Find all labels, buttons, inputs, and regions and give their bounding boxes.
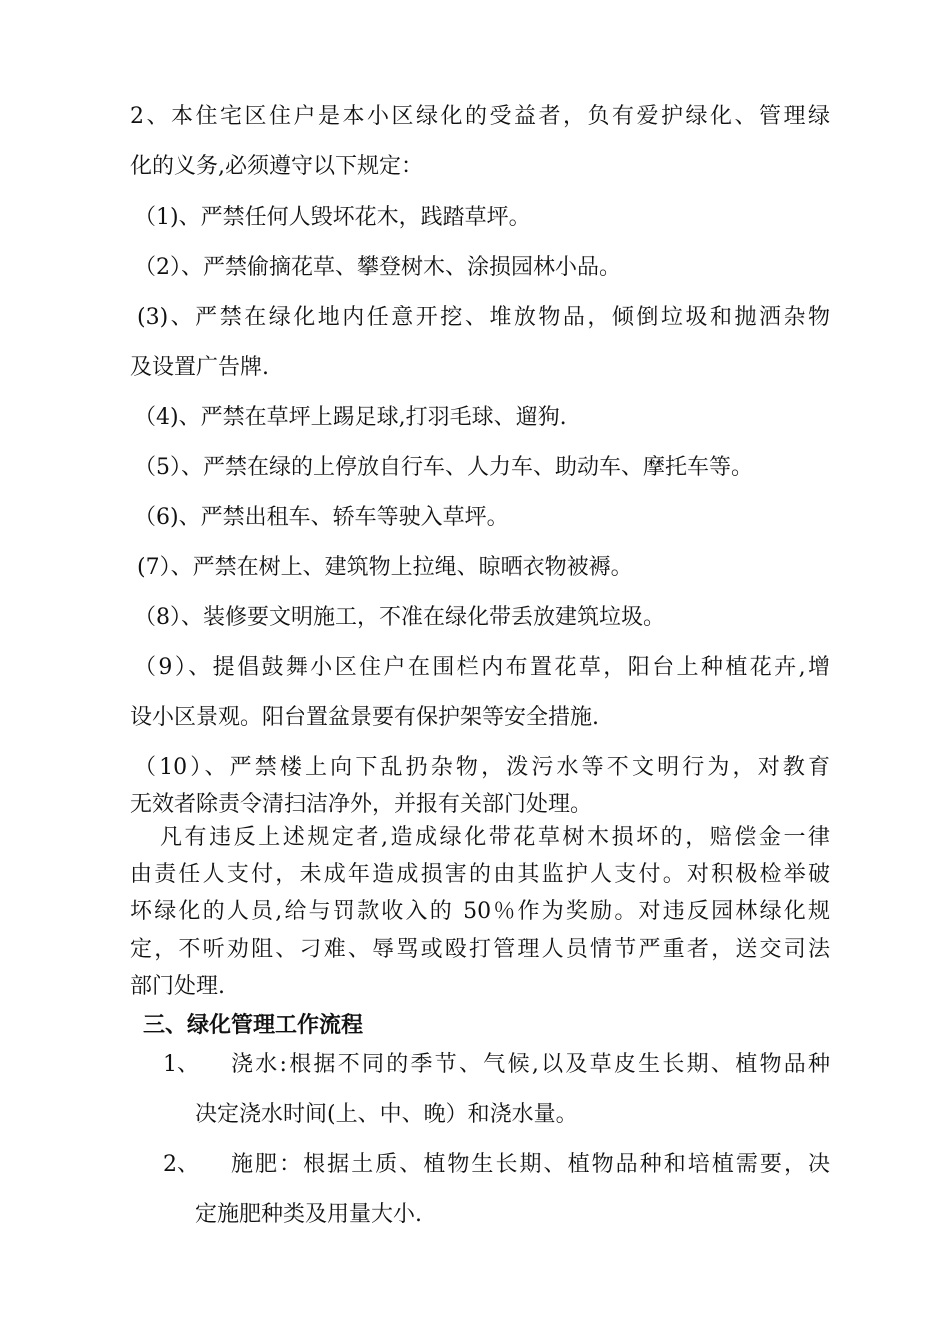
rule-item-1: （1)、严禁任何人毁坏花木，践踏草坪。	[134, 205, 531, 230]
rule2-line2: 化的义务,必须遵守以下规定：	[130, 154, 423, 179]
rule-item-3-line2: 及设置广告牌.	[130, 355, 269, 380]
rule-item-6: （6)、严禁出租车、轿车等驶入草坪。	[134, 505, 509, 530]
rule-item-5: （5）、严禁在绿的上停放自行车、人力车、助动车、摩托车等。	[134, 455, 753, 480]
step2-line2: 定施肥种类及用量大小.	[195, 1202, 422, 1227]
rule-item-3-line1: (3)、严禁在绿化地内任意开挖、堆放物品，倾倒垃圾和抛洒杂物	[137, 305, 830, 330]
section3-heading: 三、绿化管理工作流程	[143, 1012, 364, 1038]
rule-item-10-line2: 无效者除责令清扫洁净外，并报有关部门处理。	[130, 792, 593, 817]
rule-item-9-line2: 设小区景观。阳台置盆景要有保护架等安全措施.	[130, 705, 599, 730]
rule-item-4: （4)、严禁在草坪上踢足球,打羽毛球、遛狗.	[134, 405, 567, 430]
penalty-line4: 定，不听劝阻、刁难、辱骂或殴打管理人员情节严重者，送交司法	[130, 937, 830, 962]
step1-line1: 浇水:根据不同的季节、气候,以及草皮生长期、植物品种	[231, 1052, 830, 1077]
rule-item-2: （2）、严禁偷摘花草、攀登树木、涂损园林小品。	[134, 255, 621, 280]
rule2-line1: 2、本住宅区住户是本小区绿化的受益者，负有爱护绿化、管理绿	[130, 104, 830, 129]
penalty-line2: 由责任人支付，未成年造成损害的由其监护人支付。对积极检举破	[130, 862, 830, 887]
penalty-line1: 凡有违反上述规定者,造成绿化带花草树木损坏的，赔偿金一律	[160, 825, 830, 850]
step1-number: 1、	[163, 1052, 199, 1077]
step2-line1: 施肥：根据土质、植物生长期、植物品种和培植需要，决	[231, 1152, 830, 1177]
rule-item-9-line1: （9）、提倡鼓舞小区住户在围栏内布置花草，阳台上种植花卉,增	[134, 655, 830, 680]
penalty-line3: 坏绿化的人员,给与罚款收入的 50％作为奖励。对违反园林绿化规	[130, 899, 830, 924]
step1-line2: 决定浇水时间(上、中、晚）和浇水量。	[195, 1102, 578, 1127]
rule-item-10-line1: （10）、严禁楼上向下乱扔杂物，泼污水等不文明行为，对教育	[134, 755, 830, 780]
rule-item-8: （8）、装修要文明施工，不准在绿化带丢放建筑垃圾。	[134, 605, 665, 630]
rule-item-7: (7）、严禁在树上、建筑物上拉绳、晾晒衣物被褥。	[137, 555, 633, 580]
step2-number: 2、	[163, 1152, 199, 1177]
penalty-line5: 部门处理.	[130, 974, 225, 999]
